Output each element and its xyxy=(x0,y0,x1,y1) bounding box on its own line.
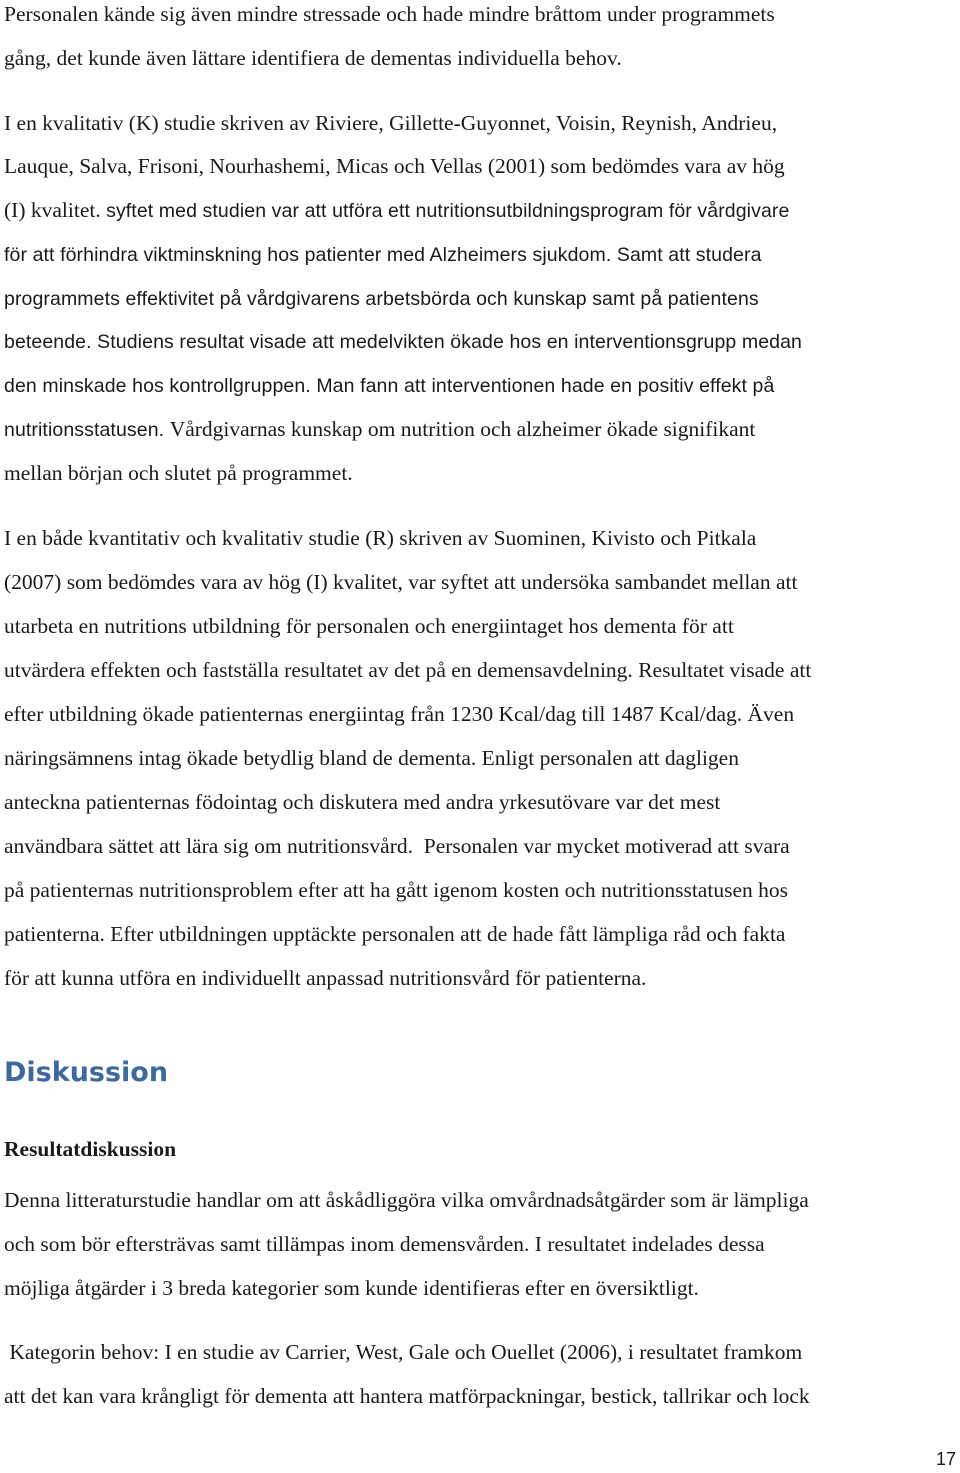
paragraph-line: I en kvalitativ (K) studie skriven av Riviere, Gillette-Guyonnet, Voisin, Reynish, Andrieu, xyxy=(4,111,778,135)
paragraph-line: på patienternas nutritionsproblem efter att ha gått igenom kosten och nutritionsstatusen hos xyxy=(4,878,788,902)
paragraph-line: nutritionsstatusen. Vårdgivarnas kunskap om nutrition och alzheimer ökade signifikant xyxy=(4,417,756,441)
paragraph-line: att det kan vara krångligt för dementa att hantera matförpackningar, bestick, tallrikar och lock xyxy=(4,1384,810,1408)
paragraph-line: Lauque, Salva, Frisoni, Nourhashemi, Micas och Vellas (2001) som bedömdes vara av hög xyxy=(4,154,785,178)
paragraph-line: och som bör eftersträvas samt tillämpas inom demensvården. I resultatet indelades dessa xyxy=(4,1232,765,1256)
paragraph-line: för att förhindra viktminskning hos patienter med Alzheimers sjukdom. Samt att studera xyxy=(4,244,762,266)
paragraph-line: mellan början och slutet på programmet. xyxy=(4,461,353,485)
section-heading: Diskussion xyxy=(4,1057,169,1088)
page-number: 17 xyxy=(935,1449,956,1469)
paragraph-line: utarbeta en nutritions utbildning för personalen och energiintaget hos dementa för att xyxy=(4,614,734,638)
paragraph-line: användbara sättet att lära sig om nutritionsvård. Personalen var mycket motiverad att svara xyxy=(4,834,790,858)
paragraph-line: näringsämnens intag ökade betydlig bland de dementa. Enligt personalen att dagligen xyxy=(4,746,739,770)
subsection-heading: Resultatdiskussion xyxy=(4,1137,177,1161)
paragraph-line: (I) kvalitet. syftet med studien var att utföra ett nutritionsutbildningsprogram för vårdgivare xyxy=(4,198,790,222)
paragraph-line: beteende. Studiens resultat visade att medelvikten ökade hos en interventionsgrupp medan xyxy=(4,331,802,353)
paragraph-line: utvärdera effekten och fastställa resultatet av det på en demensavdelning. Resultatet visade att xyxy=(4,658,812,682)
paragraph-line: för att kunna utföra en individuellt anpassad nutritionsvård för patienterna. xyxy=(4,966,647,990)
paragraph-line: anteckna patienternas födointag och diskutera med andra yrkesutövare var det mest xyxy=(4,790,721,814)
paragraph-line: Denna litteraturstudie handlar om att åskådliggöra vilka omvårdnadsåtgärder som är lämpliga xyxy=(4,1188,809,1212)
paragraph-line: möjliga åtgärder i 3 breda kategorier som kunde identifieras efter en översiktligt. xyxy=(4,1276,699,1300)
paragraph-line: I en både kvantitativ och kvalitativ studie (R) skriven av Suominen, Kivisto och Pitkala xyxy=(4,526,757,550)
paragraph-line: (2007) som bedömdes vara av hög (I) kvalitet, var syftet att undersöka sambandet mellan att xyxy=(4,570,798,594)
paragraph-line: efter utbildning ökade patienternas energiintag från 1230 Kcal/dag till 1487 Kcal/dag. Även xyxy=(4,702,795,726)
paragraph-line: Kategorin behov: I en studie av Carrier, West, Gale och Ouellet (2006), i resultatet framkom xyxy=(4,1340,803,1364)
paragraph-line: gång, det kunde även lättare identifiera de dementas individuella behov. xyxy=(4,46,622,70)
paragraph-line: den minskade hos kontrollgruppen. Man fann att interventionen hade en positiv effekt på xyxy=(4,375,775,397)
paragraph-line: patienterna. Efter utbildningen upptäckte personalen att de hade fått lämpliga råd och fakta xyxy=(4,922,786,946)
paragraph-line: programmets effektivitet på vårdgivarens arbetsbörda och kunskap samt på patientens xyxy=(4,288,759,310)
paragraph-line: Personalen kände sig även mindre stressade och hade mindre bråttom under programmets xyxy=(4,2,775,26)
